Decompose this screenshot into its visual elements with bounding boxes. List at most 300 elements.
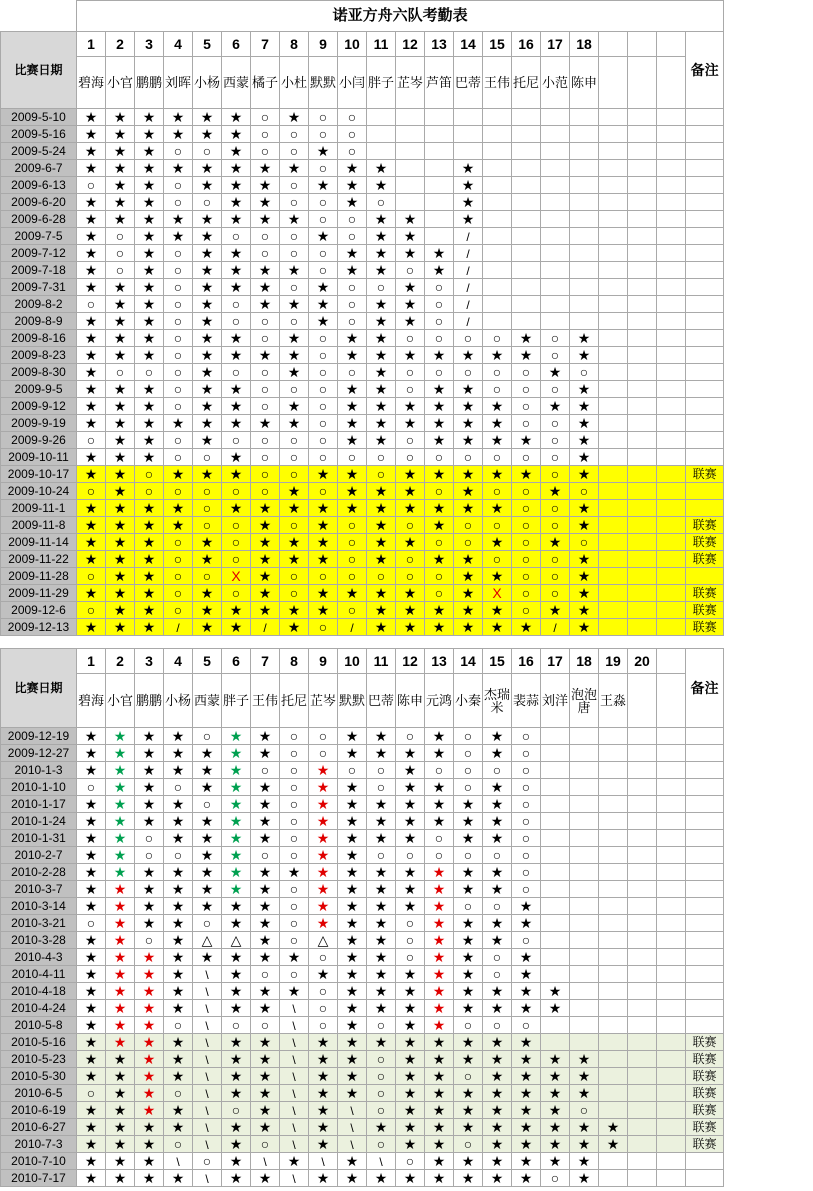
attendance-cell[interactable] xyxy=(338,177,367,194)
attendance-cell[interactable] xyxy=(541,1102,570,1119)
attendance-cell[interactable] xyxy=(251,313,280,330)
attendance-cell[interactable] xyxy=(454,500,483,517)
attendance-cell[interactable] xyxy=(396,949,425,966)
attendance-cell[interactable] xyxy=(77,551,106,568)
attendance-cell[interactable] xyxy=(193,262,222,279)
attendance-cell[interactable] xyxy=(454,211,483,228)
attendance-cell[interactable] xyxy=(164,313,193,330)
attendance-cell[interactable] xyxy=(396,262,425,279)
attendance-cell[interactable] xyxy=(106,177,135,194)
attendance-cell[interactable] xyxy=(135,364,164,381)
attendance-cell[interactable] xyxy=(599,228,628,245)
attendance-cell[interactable] xyxy=(251,483,280,500)
attendance-cell[interactable] xyxy=(309,415,338,432)
attendance-cell[interactable] xyxy=(164,813,193,830)
attendance-cell[interactable] xyxy=(483,551,512,568)
attendance-cell[interactable] xyxy=(483,847,512,864)
attendance-cell[interactable] xyxy=(425,1170,454,1187)
attendance-cell[interactable] xyxy=(628,830,657,847)
attendance-cell[interactable] xyxy=(77,245,106,262)
attendance-cell[interactable] xyxy=(77,1051,106,1068)
attendance-cell[interactable] xyxy=(541,932,570,949)
attendance-cell[interactable] xyxy=(483,109,512,126)
attendance-cell[interactable] xyxy=(570,779,599,796)
attendance-cell[interactable] xyxy=(512,1017,541,1034)
attendance-cell[interactable] xyxy=(280,160,309,177)
attendance-cell[interactable] xyxy=(396,796,425,813)
attendance-cell[interactable] xyxy=(193,728,222,745)
attendance-cell[interactable] xyxy=(425,1153,454,1170)
attendance-cell[interactable] xyxy=(280,194,309,211)
attendance-cell[interactable] xyxy=(193,1051,222,1068)
attendance-cell[interactable] xyxy=(135,796,164,813)
attendance-cell[interactable] xyxy=(106,160,135,177)
attendance-cell[interactable] xyxy=(367,415,396,432)
attendance-cell[interactable] xyxy=(657,813,686,830)
attendance-cell[interactable] xyxy=(541,551,570,568)
attendance-cell[interactable] xyxy=(512,728,541,745)
attendance-cell[interactable] xyxy=(338,194,367,211)
attendance-cell[interactable] xyxy=(396,779,425,796)
attendance-cell[interactable] xyxy=(135,983,164,1000)
attendance-cell[interactable] xyxy=(483,1102,512,1119)
attendance-cell[interactable] xyxy=(222,483,251,500)
attendance-cell[interactable] xyxy=(193,279,222,296)
attendance-cell[interactable] xyxy=(193,932,222,949)
attendance-cell[interactable] xyxy=(367,228,396,245)
attendance-cell[interactable] xyxy=(628,1170,657,1187)
attendance-cell[interactable] xyxy=(77,500,106,517)
attendance-cell[interactable] xyxy=(135,347,164,364)
remark-cell[interactable] xyxy=(686,779,724,796)
attendance-cell[interactable] xyxy=(570,585,599,602)
attendance-cell[interactable] xyxy=(367,1153,396,1170)
attendance-cell[interactable] xyxy=(454,1051,483,1068)
attendance-cell[interactable] xyxy=(367,830,396,847)
attendance-cell[interactable] xyxy=(338,585,367,602)
attendance-cell[interactable] xyxy=(309,585,338,602)
attendance-cell[interactable] xyxy=(222,449,251,466)
attendance-cell[interactable] xyxy=(570,796,599,813)
attendance-cell[interactable] xyxy=(454,864,483,881)
attendance-cell[interactable] xyxy=(367,1136,396,1153)
attendance-cell[interactable] xyxy=(251,602,280,619)
attendance-cell[interactable] xyxy=(628,143,657,160)
attendance-cell[interactable] xyxy=(512,211,541,228)
attendance-cell[interactable] xyxy=(338,619,367,636)
remark-cell[interactable]: 联赛 xyxy=(686,585,724,602)
attendance-cell[interactable] xyxy=(106,898,135,915)
remark-cell[interactable] xyxy=(686,347,724,364)
attendance-cell[interactable] xyxy=(657,949,686,966)
attendance-cell[interactable] xyxy=(77,949,106,966)
attendance-cell[interactable] xyxy=(77,745,106,762)
attendance-cell[interactable] xyxy=(483,313,512,330)
attendance-cell[interactable] xyxy=(454,381,483,398)
attendance-cell[interactable] xyxy=(599,915,628,932)
attendance-cell[interactable] xyxy=(135,585,164,602)
attendance-cell[interactable] xyxy=(135,517,164,534)
attendance-cell[interactable] xyxy=(483,1068,512,1085)
attendance-cell[interactable] xyxy=(164,517,193,534)
attendance-cell[interactable] xyxy=(512,983,541,1000)
attendance-cell[interactable] xyxy=(280,949,309,966)
attendance-cell[interactable] xyxy=(512,500,541,517)
attendance-cell[interactable] xyxy=(280,177,309,194)
remark-cell[interactable] xyxy=(686,330,724,347)
attendance-cell[interactable] xyxy=(512,143,541,160)
attendance-cell[interactable] xyxy=(251,534,280,551)
attendance-cell[interactable] xyxy=(454,1153,483,1170)
attendance-cell[interactable] xyxy=(628,779,657,796)
attendance-cell[interactable] xyxy=(512,779,541,796)
attendance-cell[interactable] xyxy=(396,1000,425,1017)
attendance-cell[interactable] xyxy=(367,585,396,602)
attendance-cell[interactable] xyxy=(193,517,222,534)
attendance-cell[interactable] xyxy=(222,313,251,330)
attendance-cell[interactable] xyxy=(309,313,338,330)
attendance-cell[interactable] xyxy=(77,398,106,415)
attendance-cell[interactable] xyxy=(541,1136,570,1153)
attendance-cell[interactable] xyxy=(483,126,512,143)
attendance-cell[interactable] xyxy=(222,143,251,160)
attendance-cell[interactable] xyxy=(251,585,280,602)
attendance-cell[interactable] xyxy=(193,1034,222,1051)
attendance-cell[interactable] xyxy=(657,551,686,568)
attendance-cell[interactable] xyxy=(193,1119,222,1136)
attendance-cell[interactable] xyxy=(483,1153,512,1170)
attendance-cell[interactable] xyxy=(396,728,425,745)
attendance-cell[interactable] xyxy=(367,1068,396,1085)
attendance-cell[interactable] xyxy=(628,415,657,432)
attendance-cell[interactable] xyxy=(570,194,599,211)
attendance-cell[interactable] xyxy=(425,483,454,500)
attendance-cell[interactable] xyxy=(280,517,309,534)
attendance-cell[interactable] xyxy=(251,619,280,636)
attendance-cell[interactable] xyxy=(657,1034,686,1051)
attendance-cell[interactable] xyxy=(77,796,106,813)
attendance-cell[interactable] xyxy=(512,177,541,194)
attendance-cell[interactable] xyxy=(512,1170,541,1187)
attendance-cell[interactable] xyxy=(512,551,541,568)
remark-cell[interactable] xyxy=(686,898,724,915)
attendance-cell[interactable] xyxy=(570,228,599,245)
attendance-cell[interactable] xyxy=(77,126,106,143)
attendance-cell[interactable] xyxy=(77,728,106,745)
attendance-cell[interactable] xyxy=(251,194,280,211)
attendance-cell[interactable] xyxy=(657,915,686,932)
attendance-cell[interactable] xyxy=(570,830,599,847)
attendance-cell[interactable] xyxy=(570,313,599,330)
attendance-cell[interactable] xyxy=(251,1017,280,1034)
attendance-cell[interactable] xyxy=(367,398,396,415)
attendance-cell[interactable] xyxy=(280,813,309,830)
attendance-cell[interactable] xyxy=(135,932,164,949)
attendance-cell[interactable] xyxy=(599,415,628,432)
attendance-cell[interactable] xyxy=(367,330,396,347)
attendance-cell[interactable] xyxy=(483,415,512,432)
attendance-cell[interactable] xyxy=(512,847,541,864)
attendance-cell[interactable] xyxy=(483,245,512,262)
attendance-cell[interactable] xyxy=(164,966,193,983)
remark-cell[interactable] xyxy=(686,1000,724,1017)
attendance-cell[interactable] xyxy=(541,898,570,915)
attendance-cell[interactable] xyxy=(338,728,367,745)
attendance-cell[interactable] xyxy=(599,813,628,830)
attendance-cell[interactable] xyxy=(628,1085,657,1102)
attendance-cell[interactable] xyxy=(541,126,570,143)
attendance-cell[interactable] xyxy=(512,262,541,279)
attendance-cell[interactable] xyxy=(425,517,454,534)
attendance-cell[interactable] xyxy=(541,1085,570,1102)
attendance-cell[interactable] xyxy=(512,449,541,466)
attendance-cell[interactable] xyxy=(251,898,280,915)
attendance-cell[interactable] xyxy=(164,1017,193,1034)
attendance-cell[interactable] xyxy=(338,262,367,279)
attendance-cell[interactable] xyxy=(135,500,164,517)
attendance-cell[interactable] xyxy=(135,296,164,313)
attendance-cell[interactable] xyxy=(338,1170,367,1187)
attendance-cell[interactable] xyxy=(599,364,628,381)
attendance-cell[interactable] xyxy=(483,279,512,296)
attendance-cell[interactable] xyxy=(541,228,570,245)
attendance-cell[interactable] xyxy=(106,245,135,262)
attendance-cell[interactable] xyxy=(599,1085,628,1102)
attendance-cell[interactable] xyxy=(106,1170,135,1187)
attendance-cell[interactable] xyxy=(251,568,280,585)
attendance-cell[interactable] xyxy=(164,177,193,194)
attendance-cell[interactable] xyxy=(251,364,280,381)
attendance-cell[interactable] xyxy=(222,915,251,932)
attendance-cell[interactable] xyxy=(106,364,135,381)
attendance-cell[interactable] xyxy=(164,262,193,279)
attendance-cell[interactable] xyxy=(338,796,367,813)
attendance-cell[interactable] xyxy=(425,126,454,143)
attendance-cell[interactable] xyxy=(599,966,628,983)
attendance-cell[interactable] xyxy=(309,160,338,177)
attendance-cell[interactable] xyxy=(454,364,483,381)
attendance-cell[interactable] xyxy=(454,762,483,779)
attendance-cell[interactable] xyxy=(77,415,106,432)
attendance-cell[interactable] xyxy=(425,602,454,619)
attendance-cell[interactable] xyxy=(454,932,483,949)
attendance-cell[interactable] xyxy=(309,619,338,636)
attendance-cell[interactable] xyxy=(512,619,541,636)
attendance-cell[interactable] xyxy=(483,177,512,194)
attendance-cell[interactable] xyxy=(106,381,135,398)
attendance-cell[interactable] xyxy=(135,415,164,432)
attendance-cell[interactable] xyxy=(135,1051,164,1068)
attendance-cell[interactable] xyxy=(425,1051,454,1068)
attendance-cell[interactable] xyxy=(541,364,570,381)
attendance-cell[interactable] xyxy=(599,1068,628,1085)
attendance-cell[interactable] xyxy=(77,1085,106,1102)
attendance-cell[interactable] xyxy=(164,568,193,585)
attendance-cell[interactable] xyxy=(164,432,193,449)
attendance-cell[interactable] xyxy=(164,160,193,177)
attendance-cell[interactable] xyxy=(425,313,454,330)
attendance-cell[interactable] xyxy=(164,466,193,483)
attendance-cell[interactable] xyxy=(570,847,599,864)
attendance-cell[interactable] xyxy=(106,881,135,898)
remark-cell[interactable] xyxy=(686,160,724,177)
attendance-cell[interactable] xyxy=(454,1017,483,1034)
attendance-cell[interactable] xyxy=(135,551,164,568)
attendance-cell[interactable] xyxy=(483,330,512,347)
attendance-cell[interactable] xyxy=(541,279,570,296)
attendance-cell[interactable] xyxy=(541,432,570,449)
attendance-cell[interactable] xyxy=(77,762,106,779)
attendance-cell[interactable] xyxy=(164,296,193,313)
attendance-cell[interactable] xyxy=(309,194,338,211)
attendance-cell[interactable] xyxy=(628,177,657,194)
attendance-cell[interactable] xyxy=(396,211,425,228)
remark-cell[interactable] xyxy=(686,847,724,864)
remark-cell[interactable] xyxy=(686,415,724,432)
attendance-cell[interactable] xyxy=(338,211,367,228)
attendance-cell[interactable] xyxy=(512,245,541,262)
attendance-cell[interactable] xyxy=(657,1170,686,1187)
attendance-cell[interactable] xyxy=(135,1119,164,1136)
attendance-cell[interactable] xyxy=(193,160,222,177)
attendance-cell[interactable] xyxy=(193,483,222,500)
attendance-cell[interactable] xyxy=(425,1068,454,1085)
attendance-cell[interactable] xyxy=(483,898,512,915)
attendance-cell[interactable] xyxy=(454,143,483,160)
attendance-cell[interactable] xyxy=(251,551,280,568)
remark-cell[interactable]: 联赛 xyxy=(686,602,724,619)
attendance-cell[interactable] xyxy=(309,745,338,762)
attendance-cell[interactable] xyxy=(367,847,396,864)
attendance-cell[interactable] xyxy=(483,585,512,602)
attendance-cell[interactable] xyxy=(425,296,454,313)
remark-cell[interactable] xyxy=(686,881,724,898)
attendance-cell[interactable] xyxy=(628,126,657,143)
attendance-cell[interactable] xyxy=(454,534,483,551)
attendance-cell[interactable] xyxy=(164,1119,193,1136)
attendance-cell[interactable] xyxy=(454,1085,483,1102)
attendance-cell[interactable] xyxy=(454,194,483,211)
attendance-cell[interactable] xyxy=(570,126,599,143)
attendance-cell[interactable] xyxy=(280,126,309,143)
attendance-cell[interactable] xyxy=(541,813,570,830)
attendance-cell[interactable] xyxy=(628,762,657,779)
attendance-cell[interactable] xyxy=(425,466,454,483)
attendance-cell[interactable] xyxy=(541,619,570,636)
attendance-cell[interactable] xyxy=(193,949,222,966)
attendance-cell[interactable] xyxy=(251,983,280,1000)
remark-cell[interactable] xyxy=(686,983,724,1000)
attendance-cell[interactable] xyxy=(599,1119,628,1136)
attendance-cell[interactable] xyxy=(135,1068,164,1085)
attendance-cell[interactable] xyxy=(657,296,686,313)
attendance-cell[interactable] xyxy=(454,1136,483,1153)
attendance-cell[interactable] xyxy=(483,1051,512,1068)
attendance-cell[interactable] xyxy=(570,466,599,483)
attendance-cell[interactable] xyxy=(570,1136,599,1153)
attendance-cell[interactable] xyxy=(657,881,686,898)
attendance-cell[interactable] xyxy=(454,296,483,313)
attendance-cell[interactable] xyxy=(280,262,309,279)
attendance-cell[interactable] xyxy=(425,109,454,126)
attendance-cell[interactable] xyxy=(280,568,309,585)
attendance-cell[interactable] xyxy=(309,262,338,279)
attendance-cell[interactable] xyxy=(280,1085,309,1102)
attendance-cell[interactable] xyxy=(338,483,367,500)
attendance-cell[interactable] xyxy=(338,517,367,534)
attendance-cell[interactable] xyxy=(280,211,309,228)
attendance-cell[interactable] xyxy=(280,847,309,864)
attendance-cell[interactable] xyxy=(425,619,454,636)
attendance-cell[interactable] xyxy=(338,915,367,932)
attendance-cell[interactable] xyxy=(628,602,657,619)
attendance-cell[interactable] xyxy=(599,619,628,636)
remark-cell[interactable] xyxy=(686,966,724,983)
attendance-cell[interactable] xyxy=(541,449,570,466)
attendance-cell[interactable] xyxy=(396,279,425,296)
attendance-cell[interactable] xyxy=(222,568,251,585)
attendance-cell[interactable] xyxy=(570,1017,599,1034)
attendance-cell[interactable] xyxy=(425,228,454,245)
attendance-cell[interactable] xyxy=(396,194,425,211)
attendance-cell[interactable] xyxy=(541,381,570,398)
attendance-cell[interactable] xyxy=(251,109,280,126)
attendance-cell[interactable] xyxy=(193,1102,222,1119)
attendance-cell[interactable] xyxy=(338,813,367,830)
attendance-cell[interactable] xyxy=(628,347,657,364)
attendance-cell[interactable] xyxy=(570,551,599,568)
remark-cell[interactable] xyxy=(686,279,724,296)
attendance-cell[interactable] xyxy=(599,728,628,745)
attendance-cell[interactable] xyxy=(541,1034,570,1051)
attendance-cell[interactable] xyxy=(338,745,367,762)
attendance-cell[interactable] xyxy=(309,1000,338,1017)
attendance-cell[interactable] xyxy=(77,381,106,398)
remark-cell[interactable] xyxy=(686,432,724,449)
attendance-cell[interactable] xyxy=(280,1017,309,1034)
attendance-cell[interactable] xyxy=(164,126,193,143)
attendance-cell[interactable] xyxy=(338,762,367,779)
remark-cell[interactable]: 联赛 xyxy=(686,551,724,568)
attendance-cell[interactable] xyxy=(396,619,425,636)
attendance-cell[interactable] xyxy=(425,194,454,211)
attendance-cell[interactable] xyxy=(657,160,686,177)
attendance-cell[interactable] xyxy=(135,279,164,296)
attendance-cell[interactable] xyxy=(599,211,628,228)
attendance-cell[interactable] xyxy=(280,245,309,262)
attendance-cell[interactable] xyxy=(251,517,280,534)
remark-cell[interactable]: 联赛 xyxy=(686,1119,724,1136)
attendance-cell[interactable] xyxy=(483,1000,512,1017)
remark-cell[interactable]: 联赛 xyxy=(686,1136,724,1153)
attendance-cell[interactable] xyxy=(367,1102,396,1119)
attendance-cell[interactable] xyxy=(396,983,425,1000)
attendance-cell[interactable] xyxy=(251,398,280,415)
attendance-cell[interactable] xyxy=(135,568,164,585)
attendance-cell[interactable] xyxy=(599,1000,628,1017)
attendance-cell[interactable] xyxy=(280,932,309,949)
attendance-cell[interactable] xyxy=(193,194,222,211)
attendance-cell[interactable] xyxy=(628,211,657,228)
attendance-cell[interactable] xyxy=(251,915,280,932)
attendance-cell[interactable] xyxy=(599,347,628,364)
attendance-cell[interactable] xyxy=(454,847,483,864)
attendance-cell[interactable] xyxy=(657,228,686,245)
attendance-cell[interactable] xyxy=(483,864,512,881)
attendance-cell[interactable] xyxy=(338,779,367,796)
attendance-cell[interactable] xyxy=(164,483,193,500)
attendance-cell[interactable] xyxy=(541,330,570,347)
